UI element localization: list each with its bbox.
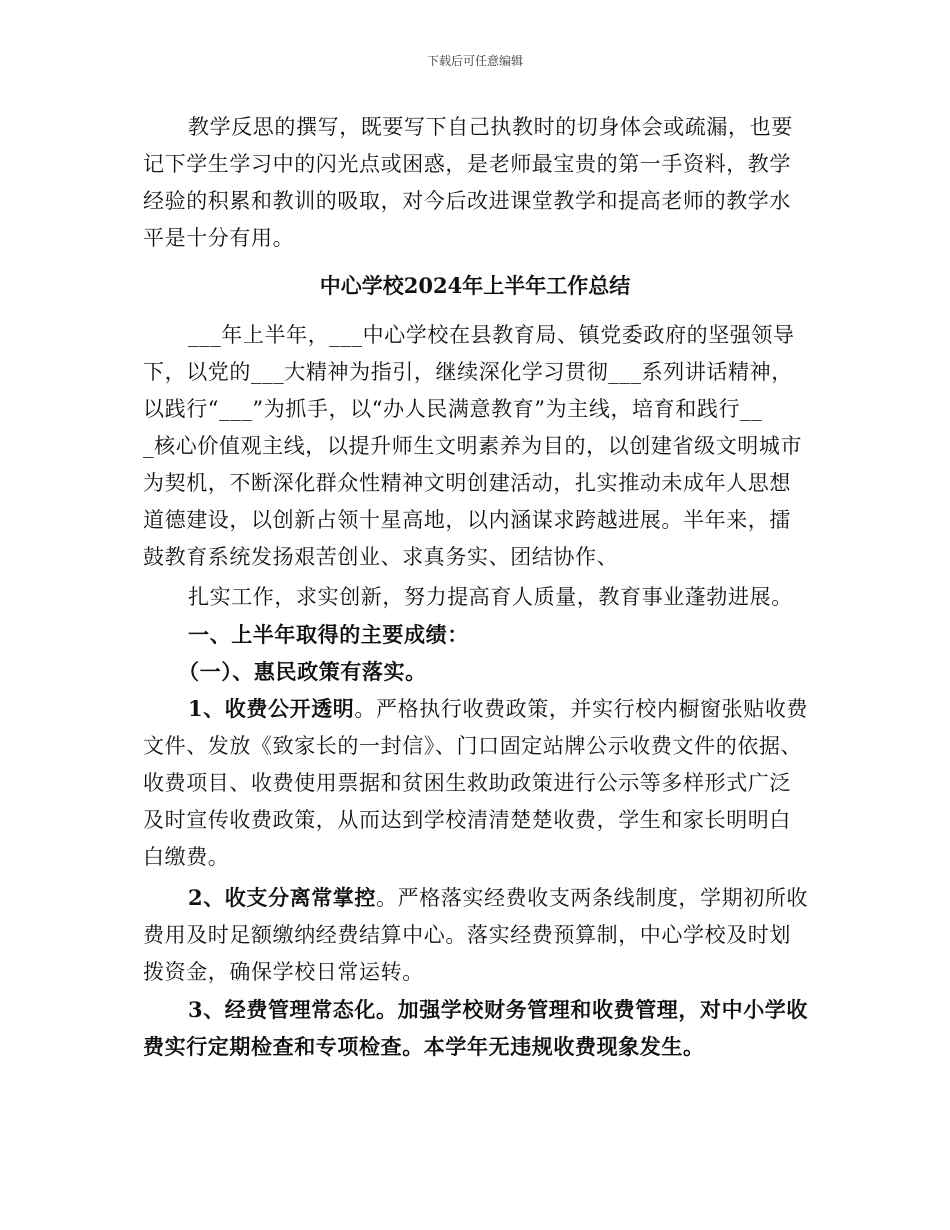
document-title: 中心学校2024年上半年工作总结 [319,273,631,298]
intro-line-2: 记下学生学习中的闪光点或困惑，是老师最宝贵的第一手资料，教学 [143,152,791,176]
para1-line-5: 为契机，不断深化群众性精神文明创建活动，扎实推动未成年人思想 [143,471,791,495]
item1-line-5: 白缴费。 [143,845,230,869]
para1-line-1: ___年上半年，___中心学校在县教育局、镇党委政府的坚强领导 [188,323,795,347]
intro-line-4: 平是十分有用。 [143,226,295,250]
para1-line-2: 下，以党的___大精神为指引，继续深化学习贯彻___系列讲话精神， [143,360,793,384]
para1-line-6: 道德建设，以创新占领十星高地，以内涵谋求跨越进展。半年来，擂 [143,508,791,532]
intro-line-3: 经验的积累和教训的吸取，对今后改进课堂教学和提高老师的教学水 [143,189,791,213]
item1-line-2: 文件、发放《致家长的一封信》、门口固定站牌公示收费文件的依据、 [143,734,803,758]
item1-heading: 1、收费公开透明 [188,696,355,721]
item1-line-4: 及时宣传收费政策，从而达到学校清清楚楚收费，学生和家长明明白 [143,808,791,832]
para1-line-7: 鼓教育系统发扬艰苦创业、求真务实、团结协作、 [143,545,619,569]
item3-line-1: 3、经费管理常态化。加强学校财务管理和收费管理，对中小学收 [188,997,809,1022]
item1-line-1 [188,695,808,723]
section-heading-1: 一、上半年取得的主要成绩： [188,622,469,647]
item1-line-3: 收费项目、收费使用票据和贫困生救助政策进行公示等多样形式广泛 [143,771,791,795]
subsection-heading-1: （一）、惠民政策有落实。 [178,659,427,684]
item2-line-2: 费用及时足额缴纳经费结算中心。落实经费预算制，中心学校及时划 [143,923,791,947]
item2-line-3: 拨资金，确保学校日常运转。 [143,960,424,984]
item2-heading: 2、收支分离常掌控 [188,885,377,910]
intro-line-1: 教学反思的撰写，既要写下自己执教时的切身体会或疏漏，也要 [188,115,793,139]
page-header: 下载后可任意编辑 [426,54,523,68]
para2-line: 扎实工作，求实创新，努力提高育人质量，教育事业蓬勃进展。 [188,585,793,609]
item3-line-2: 费实行定期检查和专项检查。本学年无违规收费现象发生。 [143,1034,705,1059]
item1-text: 。严格执行收费政策，并实行校内橱窗张贴收费 [354,697,809,721]
para1-line-4: _核心价值观主线，以提升师生文明素养为目的，以创建省级文明城市 [143,434,803,458]
item2-text: 。严格落实经费收支两条线制度，学期初所收 [376,886,809,910]
para1-line-3: 以践行“___”为抓手，以“办人民满意教育”为主线，培育和践行__ [143,397,763,421]
item2-line-1 [188,884,808,912]
